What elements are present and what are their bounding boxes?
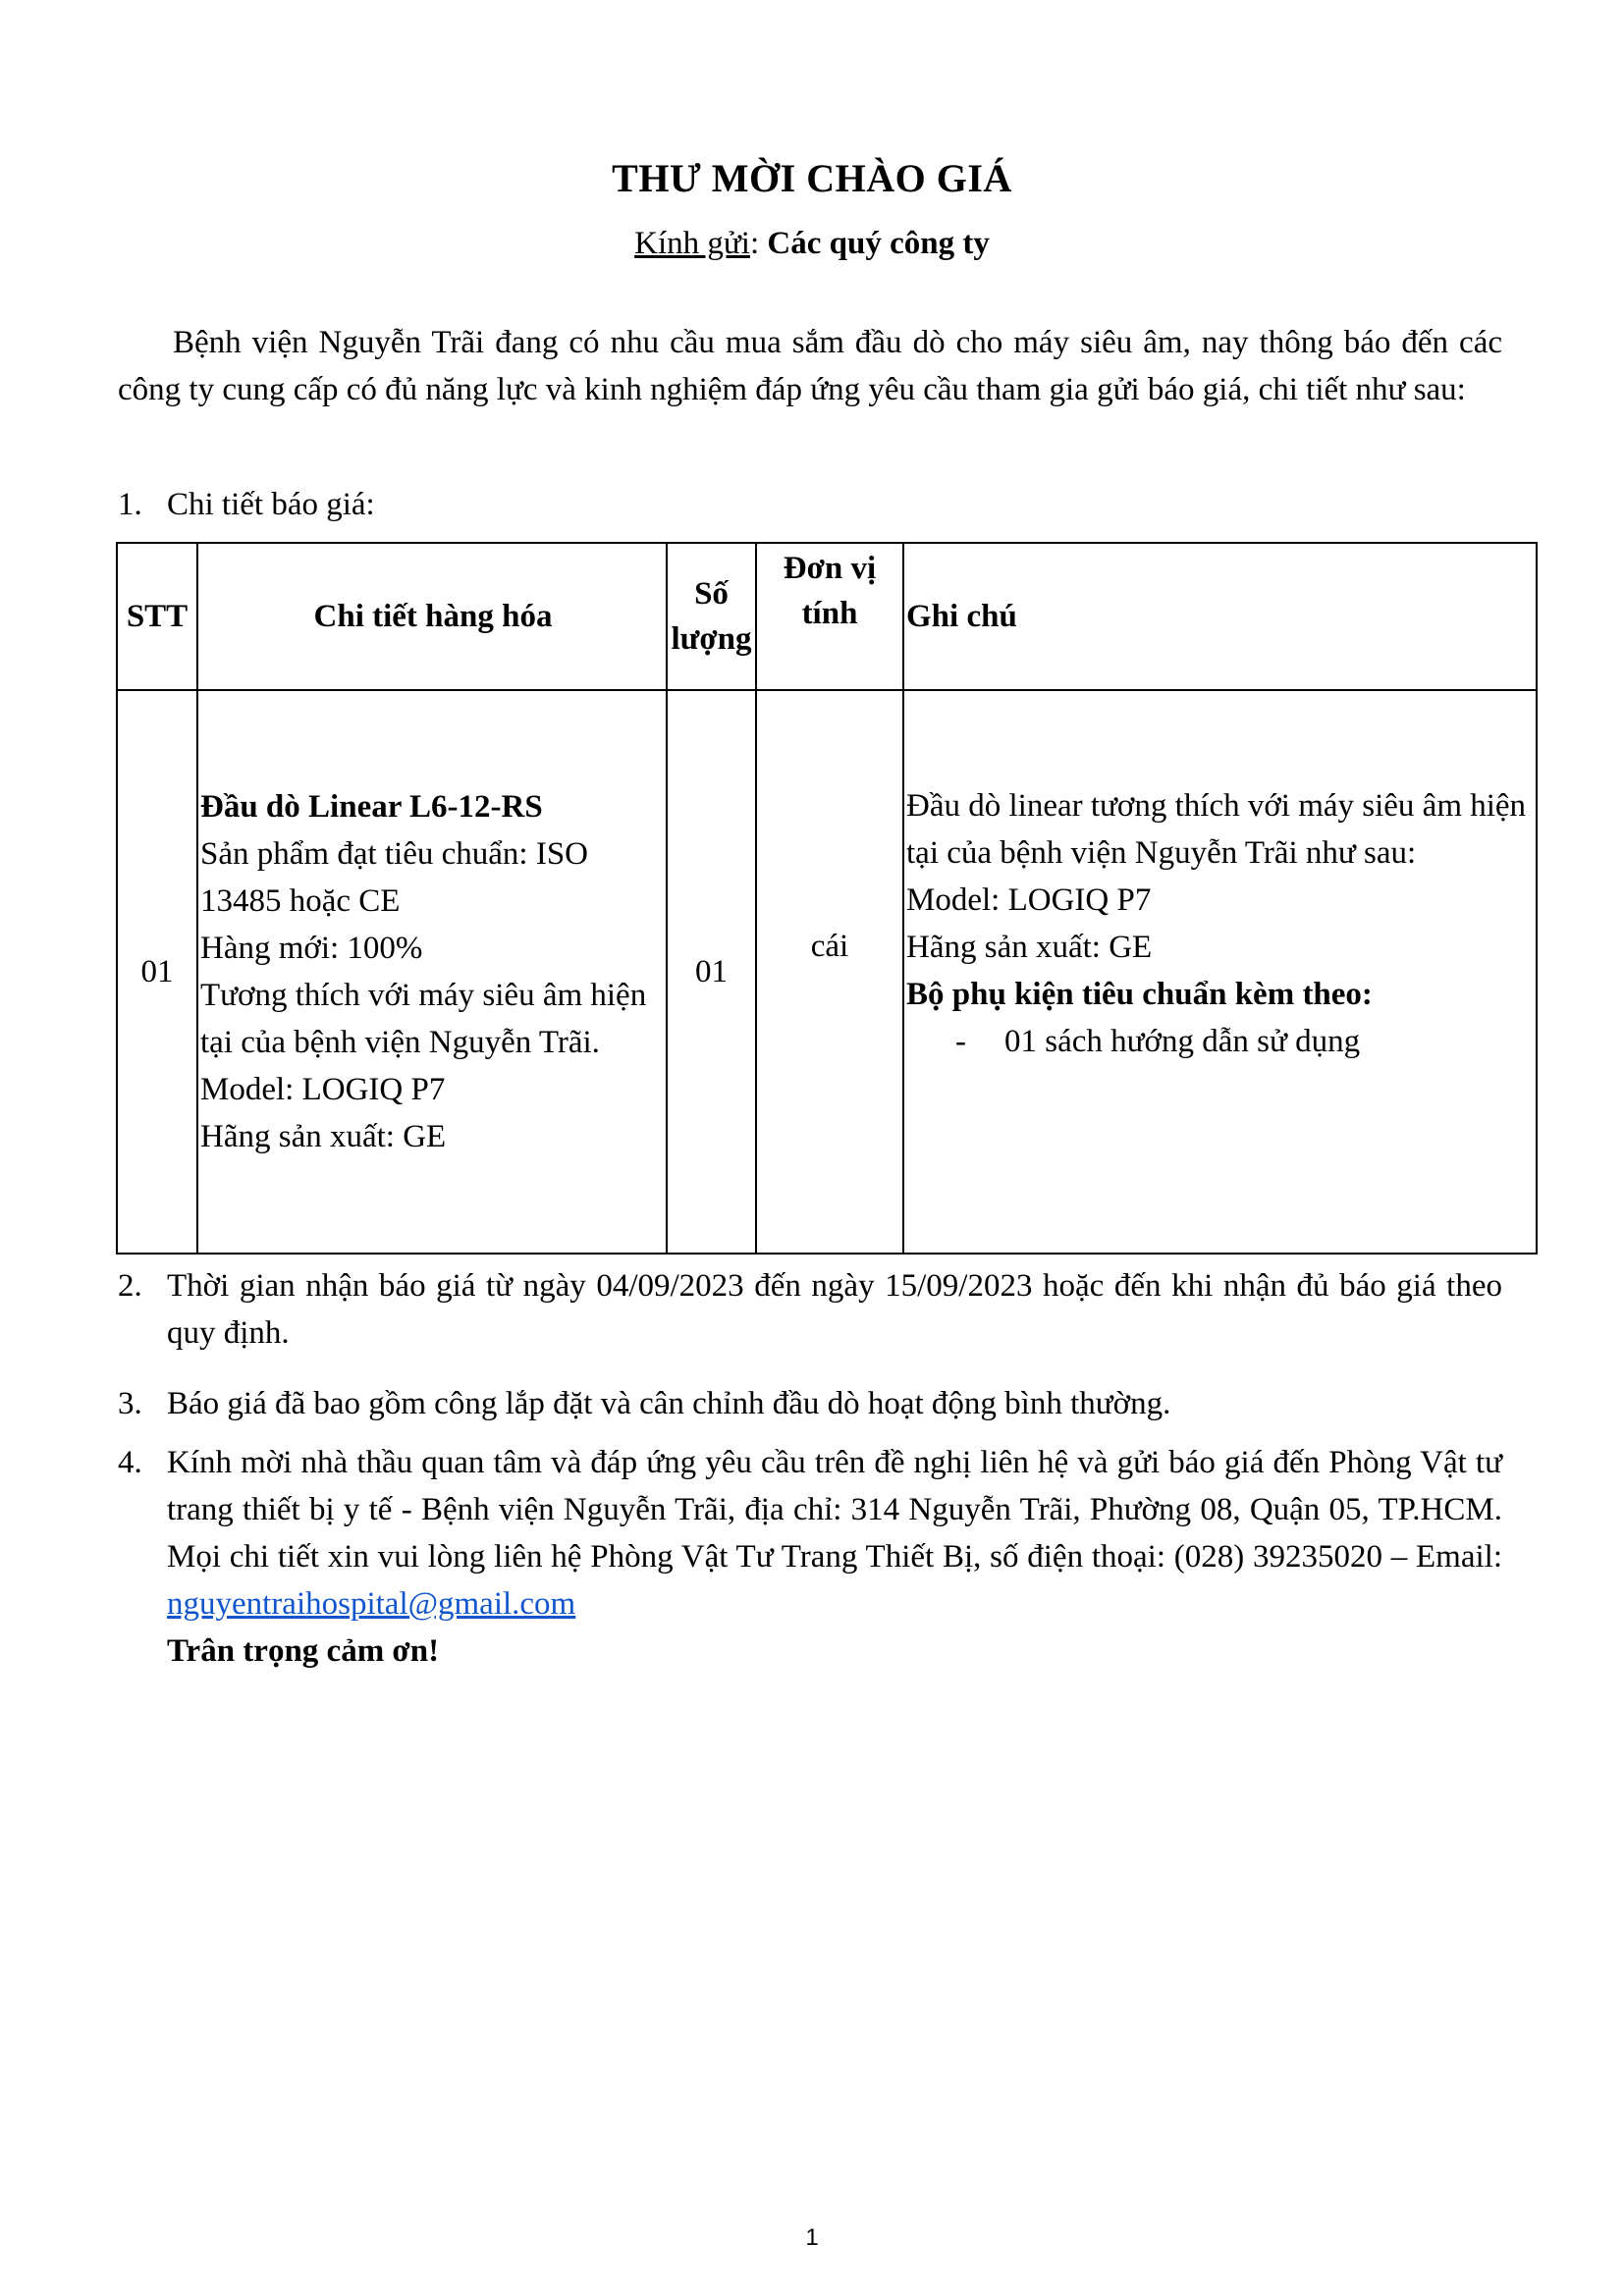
cell-stt: 01 xyxy=(117,690,197,1254)
item-line-model: Model: LOGIQ P7 xyxy=(200,1072,446,1107)
recipient-separator: : xyxy=(749,226,768,261)
header-unit-line1: Đơn vị xyxy=(783,551,877,586)
table-row xyxy=(117,690,1537,1254)
section-2-number: 2. xyxy=(118,1268,142,1304)
item-line-new: Hàng mới: 100% xyxy=(200,931,423,966)
section-3 xyxy=(118,1380,1502,1427)
table-header-row xyxy=(117,543,1537,690)
cell-qty: 01 xyxy=(667,690,756,1254)
header-unit xyxy=(756,543,903,690)
email-link[interactable]: nguyentraihospital@gmail.com xyxy=(167,1586,576,1622)
closing-line: Trân trọng cảm ơn! xyxy=(167,1633,440,1669)
header-qty-line1: Số xyxy=(694,576,729,612)
recipient-label: Kính gửi xyxy=(634,226,750,261)
section-3-number: 3. xyxy=(118,1386,142,1421)
header-item: Chi tiết hàng hóa xyxy=(197,543,667,690)
section-1 xyxy=(118,481,1502,528)
note-bullet-text: 01 sách hướng dẫn sử dụng xyxy=(1004,1024,1361,1059)
header-qty xyxy=(667,543,756,690)
note-bullet-marker: - xyxy=(955,1024,966,1059)
section-4-text: Kính mời nhà thầu quan tâm và đáp ứng yêu cầu trên đề nghị liên hệ và gửi báo giá đến Phòng Vật tư trang thiết bị y tế - Bệnh viện Nguyễn Trãi, địa chỉ: 314 Nguyễn Trãi, Phường 08, Quận 05, TP.HCM. Mọi chi tiết xin vui lòng liên hệ Phòng Vật Tư Trang Thiết Bị, số điện thoại: (028) 39235020 – Email: xyxy=(167,1445,1502,1575)
note-bullet-item xyxy=(906,1018,1536,1065)
document-title: THƯ MỜI CHÀO GIÁ xyxy=(612,156,1012,200)
item-name: Đầu dò Linear L6-12-RS xyxy=(200,789,543,825)
cell-unit: cái xyxy=(756,690,903,1254)
item-line-compat: Tương thích với máy siêu âm hiện tại của bệnh viện Nguyễn Trãi. xyxy=(200,978,647,1060)
header-qty-line2: lượng xyxy=(671,621,752,657)
recipient-line xyxy=(0,226,1624,262)
cell-item xyxy=(197,690,667,1254)
section-1-number: 1. xyxy=(118,487,142,522)
section-2 xyxy=(118,1262,1502,1357)
section-2-text: Thời gian nhận báo giá từ ngày 04/09/2023 đến ngày 15/09/2023 hoặc đến khi nhận đủ báo giá theo quy định. xyxy=(167,1268,1502,1351)
item-line-maker: Hãng sản xuất: GE xyxy=(200,1119,447,1154)
item-line-standard: Sản phẩm đạt tiêu chuẩn: ISO 13485 hoặc CE xyxy=(200,836,589,919)
recipient-value: Các quý công ty xyxy=(767,226,990,261)
note-line-compat: Đầu dò linear tương thích với máy siêu âm hiện tại của bệnh viện Nguyễn Trãi như sau: xyxy=(906,788,1527,871)
cell-note xyxy=(903,690,1537,1254)
quote-table xyxy=(116,542,1538,1255)
intro-paragraph: Bệnh viện Nguyễn Trãi đang có nhu cầu mua sắm đầu dò cho máy siêu âm, nay thông báo đến các công ty cung cấp có đủ năng lực và kinh nghiệm đáp ứng yêu cầu tham gia gửi báo giá, chi tiết như sau: xyxy=(118,325,1502,407)
section-4 xyxy=(118,1439,1502,1675)
note-line-maker: Hãng sản xuất: GE xyxy=(906,930,1153,965)
header-stt: STT xyxy=(117,543,197,690)
note-line-model: Model: LOGIQ P7 xyxy=(906,882,1152,918)
section-4-number: 4. xyxy=(118,1445,142,1480)
section-3-text: Báo giá đã bao gồm công lắp đặt và cân chỉnh đầu dò hoạt động bình thường. xyxy=(167,1386,1171,1421)
header-note: Ghi chú xyxy=(903,543,1537,690)
header-unit-line2: tính xyxy=(801,596,858,631)
page-number: 1 xyxy=(805,2224,819,2251)
section-1-text: Chi tiết báo giá: xyxy=(167,487,375,522)
note-heading: Bộ phụ kiện tiêu chuẩn kèm theo: xyxy=(906,977,1373,1012)
